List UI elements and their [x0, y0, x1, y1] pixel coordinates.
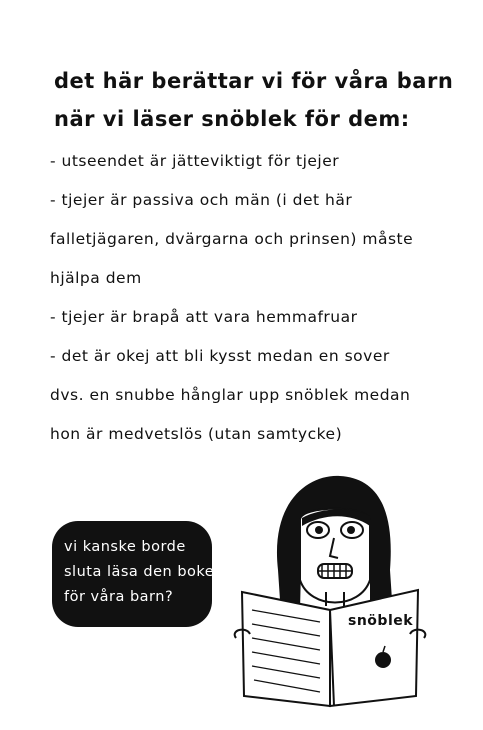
girl-reading-illustration — [230, 460, 430, 710]
heading — [54, 62, 464, 138]
left-pupil — [315, 526, 323, 534]
apple-icon — [375, 652, 391, 668]
bullet-line-5: - tjejer är brapå att vara hemmafruar — [50, 308, 358, 326]
bullet-line-6: - det är okej att bli kysst medan en sover — [50, 347, 390, 365]
bullet-list — [50, 142, 470, 454]
book-title: snöblek — [348, 613, 414, 629]
bubble-line-1: vi kanske borde — [64, 539, 186, 555]
bullet-line-3: falletjägaren, dvärgarna och prinsen) måste — [50, 230, 414, 248]
bullet-line-4: hjälpa dem — [50, 269, 142, 287]
bullet-line-1: - utseendet är jätteviktigt för tjejer — [50, 152, 340, 170]
heading-line-1: det här berättar vi för våra barn — [54, 69, 454, 93]
bullet-line-2: - tjejer är passiva och män (i det här — [50, 191, 353, 209]
heading-line-2: när vi läser snöblek för dem: — [54, 107, 410, 131]
bullet-line-8: hon är medvetslös (utan samtycke) — [50, 425, 343, 443]
face — [300, 509, 370, 606]
face-outline — [300, 509, 370, 603]
book — [235, 590, 426, 706]
bubble-line-2: sluta läsa den boken — [64, 564, 224, 580]
bullet-line-7: dvs. en snubbe hånglar upp snöblek medan — [50, 386, 411, 404]
book-right-page — [330, 590, 418, 706]
speech-bubble-text — [64, 535, 224, 610]
right-pupil — [347, 526, 355, 534]
speech-bubble — [52, 521, 224, 627]
bubble-line-3: för våra barn? — [64, 589, 174, 605]
